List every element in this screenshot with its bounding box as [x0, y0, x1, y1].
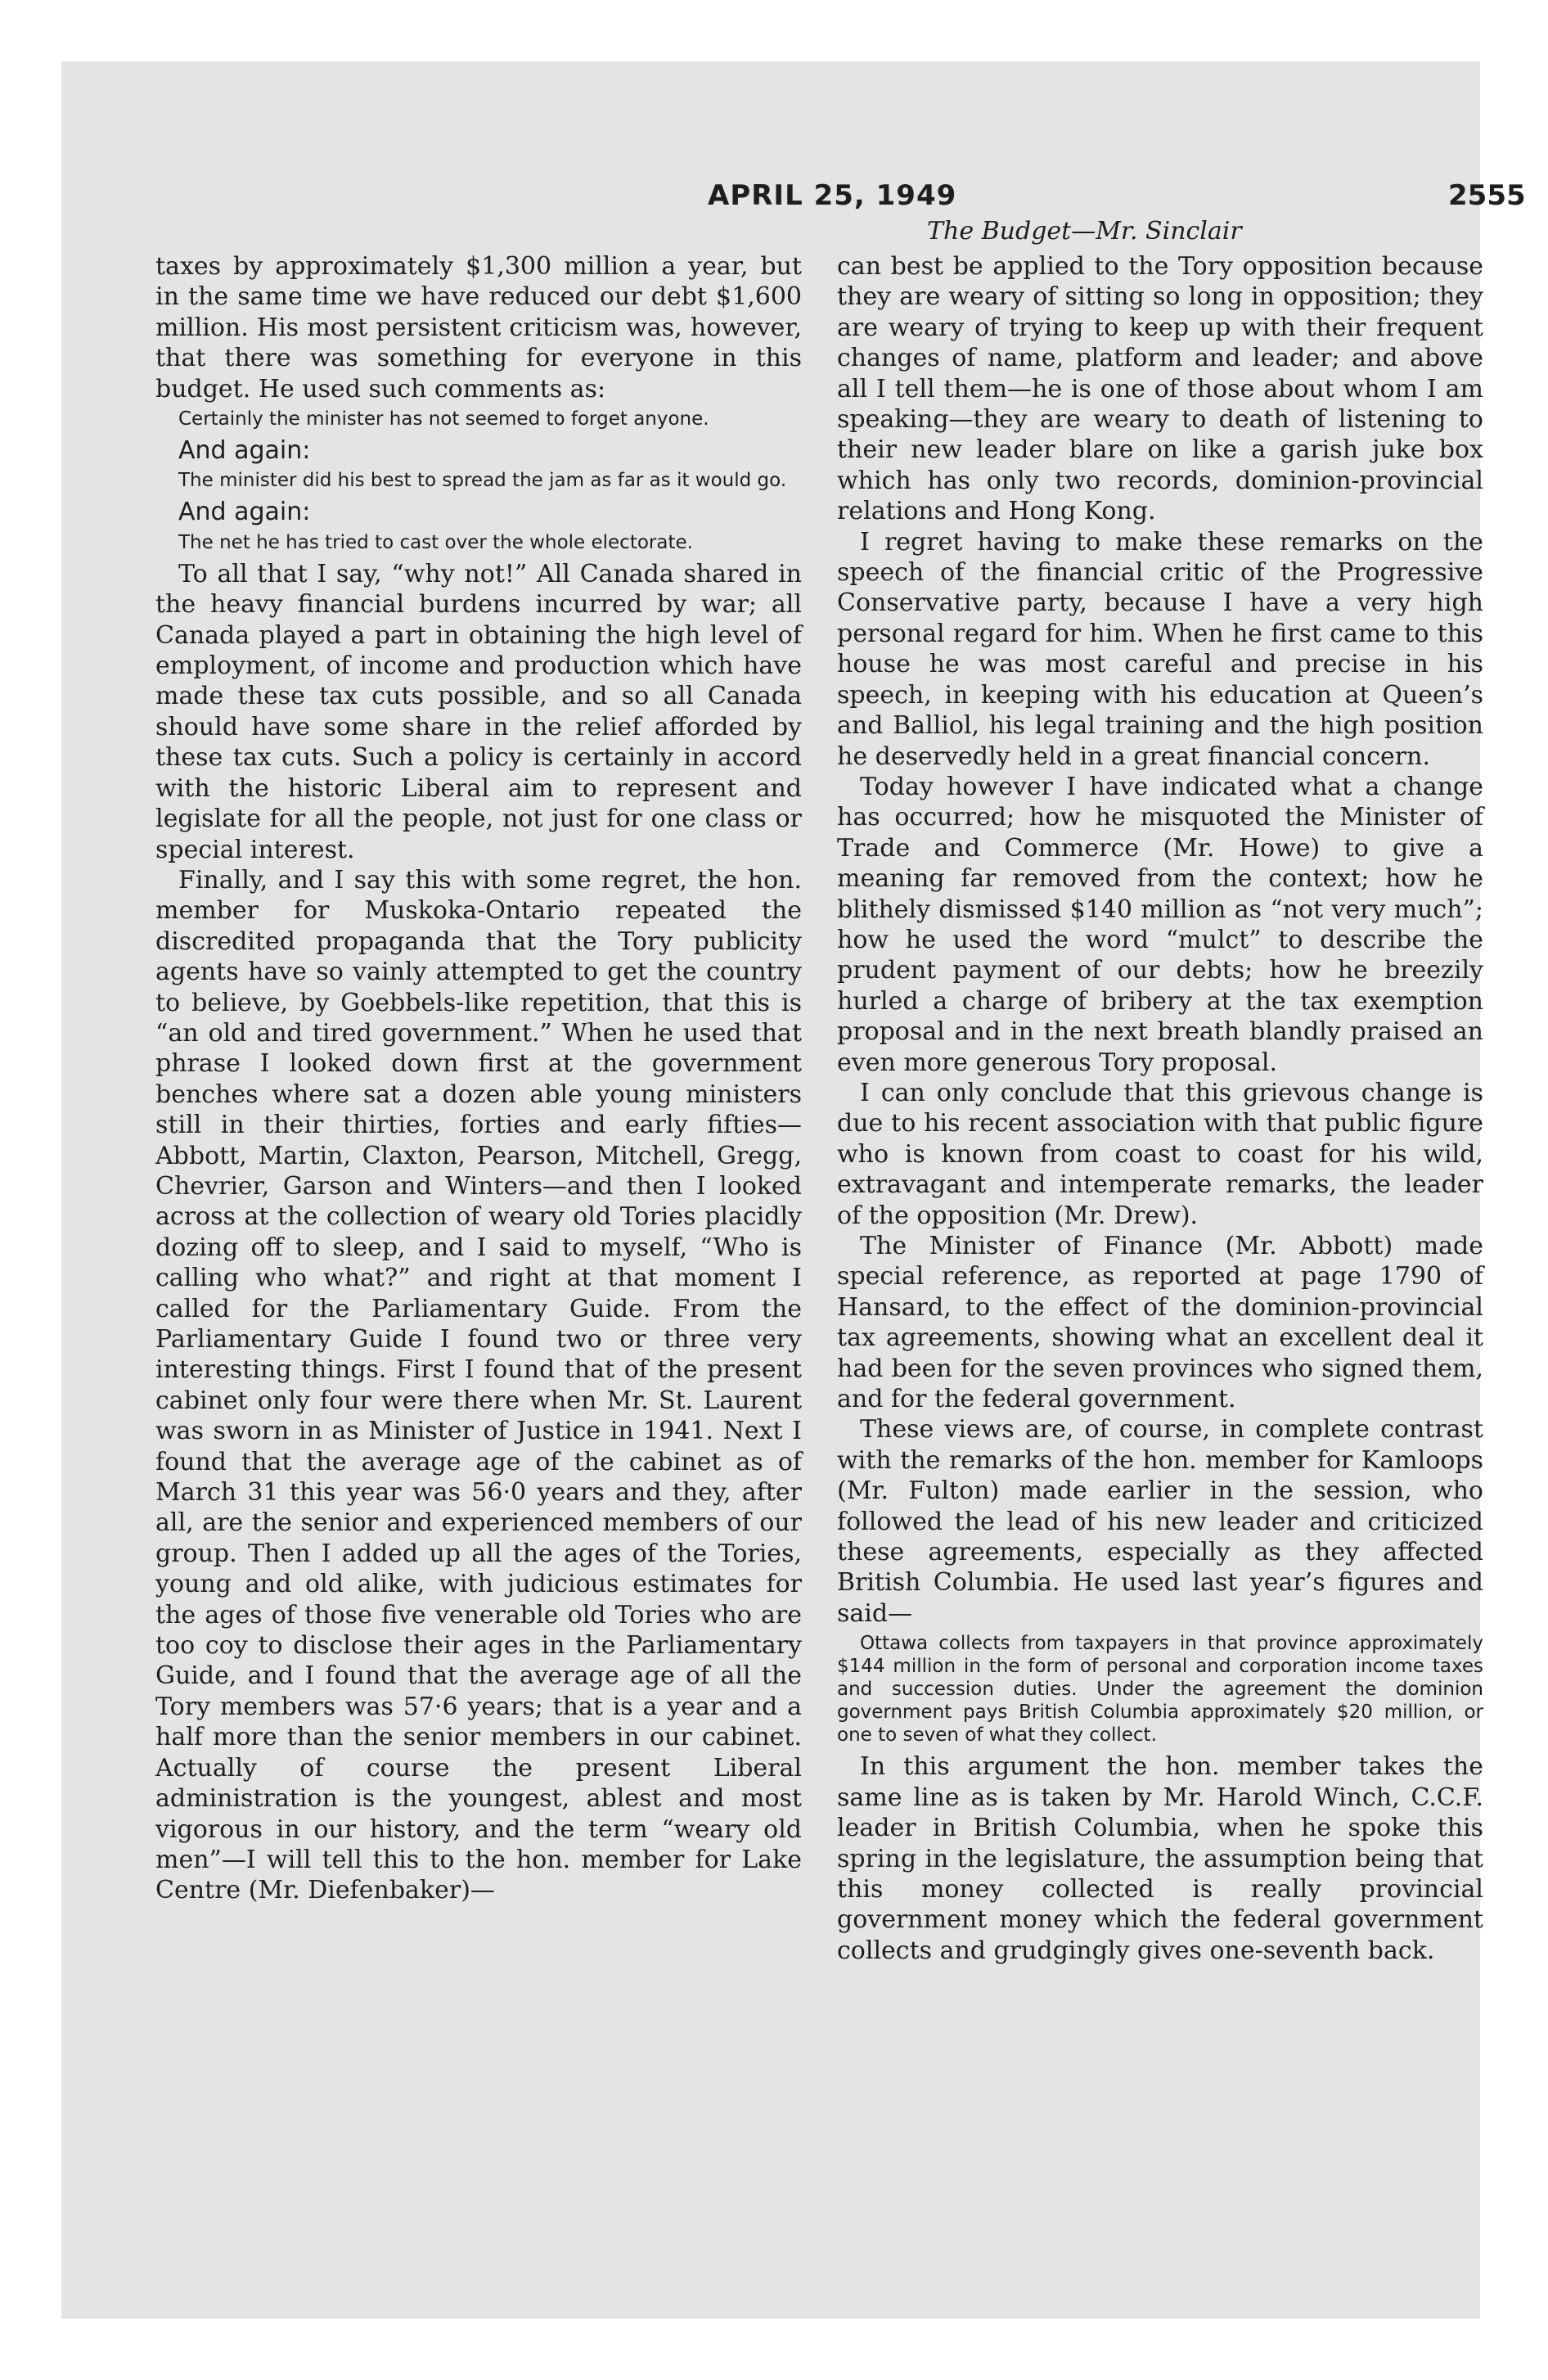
right-column	[837, 251, 1483, 1966]
block-quote: The net he has tried to cast over the whole electorate.	[178, 531, 693, 553]
page-number: 2555	[1448, 179, 1526, 212]
paragraph: Today however I have indicated what a change has occurred; how he misquoted the Minister of Trade and Commerce (Mr. Howe) to give a meaning far removed from the context; how he blithely dismissed $140 million as “not very much”; how he used the word “mulct” to describe the prudent payment of our debts; how he breezily hurled a charge of bribery at the tax exemption proposal and in the next breath blandly praised an even more generous Tory proposal.	[837, 772, 1483, 1077]
scanned-page	[61, 61, 1526, 2319]
paragraph: These views are, of course, in complete contrast with the remarks of the hon. member for Kamloops (Mr. Fulton) made earlier in the session, who followed the lead of his new leader and criticized these agreements, especially as they affected British Columbia. He used last year’s figures and said—	[837, 1415, 1483, 1628]
paragraph: I regret having to make these remarks on the speech of the financial critic of the Progressive Conservative party, because I have a very high personal regard for him. When he first came to this house he was most careful and precise in his speech, in keeping with his education at Queen’s and Balliol, his legal training and the high position he deservedly held in a great financial concern.	[837, 527, 1483, 771]
paragraph: I can only conclude that this grievous change is due to his recent association with that public figure who is known from coast to coast for his wild, extravagant and intemperate remarks, the leader of the opposition (Mr. Drew).	[837, 1078, 1483, 1230]
block-quote: Ottawa collects from taxpayers in that province approximately $144 million in the form of personal and corporation income taxes and succession duties. Under the agreement the dominion government pays British Columbia approximately $20 million, or one to seven of what they collect.	[837, 1633, 1483, 1747]
paragraph: And again:	[178, 436, 311, 466]
paragraph: To all that I say, “why not!” All Canada shared in the heavy financial burdens incurred by war; all Canada played a part in obtaining the high level of employment, of income and production which have made these tax cuts possible, and so all Canada should have some share in the relief afforded by these tax cuts. Such a policy is certainly in accord with the historic Liberal aim to represent and legislate for all the people, not just for one class or special interest.	[155, 559, 802, 864]
left-column	[155, 251, 802, 1906]
paragraph: can best be applied to the Tory opposition because they are weary of sitting so long in opposition; they are weary of trying to keep up with their frequent changes of name, platform and leader; and above all I tell them—he is one of those about whom I am speaking—they are weary to death of listening to their new leader blare on like a garish juke box which has only two records, dominion-provincial relations and Hong Kong.	[837, 252, 1483, 526]
paragraph: The Minister of Finance (Mr. Abbott) made special reference, as reported at page 1790 of Hansard, to the effect of the dominion-provincial tax agreements, showing what an excellent deal it had been for the seven provinces who signed them, and for the federal government.	[837, 1232, 1483, 1414]
page-header	[61, 174, 1526, 246]
paragraph: In this argument the hon. member takes the same line as is taken by Mr. Harold Winch, C.C.F. leader in British Columbia, when he spoke this spring in the legislature, the assumption being that this money collected is really provincial government money which the federal government collects and grudgingly gives one-seventh back.	[837, 1752, 1483, 1965]
running-title: The Budget—Mr. Sinclair	[927, 217, 1242, 246]
paragraph: And again:	[178, 498, 311, 527]
header-date: APRIL 25, 1949	[708, 179, 957, 212]
block-quote: The minister did his best to spread the jam as far as it would go.	[178, 470, 787, 492]
paragraph: Finally, and I say this with some regret, the hon. member for Muskoka-Ontario repeated the discredited propaganda that the Tory publicity agents have so vainly attempted to get the country to believe, by Goebbels-like repetition, that this is “an old and tired government.” When he used that phrase I looked down first at the government benches where sat a dozen able young ministers still in their thirties, forties and early fifties—Abbott, Martin, Claxton, Pearson, Mitchell, Gregg, Chevrier, Garson and Winters—and then I looked across at the collection of weary old Tories placidly dozing off to sleep, and I said to myself, “Who is calling who what?” and right at that moment I called for the Parliamentary Guide. From the Parliamentary Guide I found two or three very interesting things. First I found that of the present cabinet only four were there when Mr. St. Laurent was sworn in as Minister of Justice in 1941. Next I found that the average age of the cabinet as of March 31 this year was 56·0 years and they, after all, are the senior and experienced members of our group. Then I added up all the ages of the Tories, young and old alike, with judicious estimates for the ages of those five venerable old Tories who are too coy to disclose their ages in the Parliamentary Guide, and I found that the average age of all the Tory members was 57·6 years; that is a year and a half more than the senior members in our cabinet. Actually of course the present Liberal administration is the youngest, ablest and most vigorous in our history, and the term “weary old men”—I will tell this to the hon. member for Lake Centre (Mr. Diefenbaker)—	[155, 865, 802, 1905]
paragraph: taxes by approximately $1,300 million a year, but in the same time we have reduced our debt $1,600 million. His most persistent criticism was, however, that there was something for everyone in this budget. He used such comments as:	[155, 252, 802, 403]
block-quote: Certainly the minister has not seemed to forget anyone.	[178, 408, 709, 430]
